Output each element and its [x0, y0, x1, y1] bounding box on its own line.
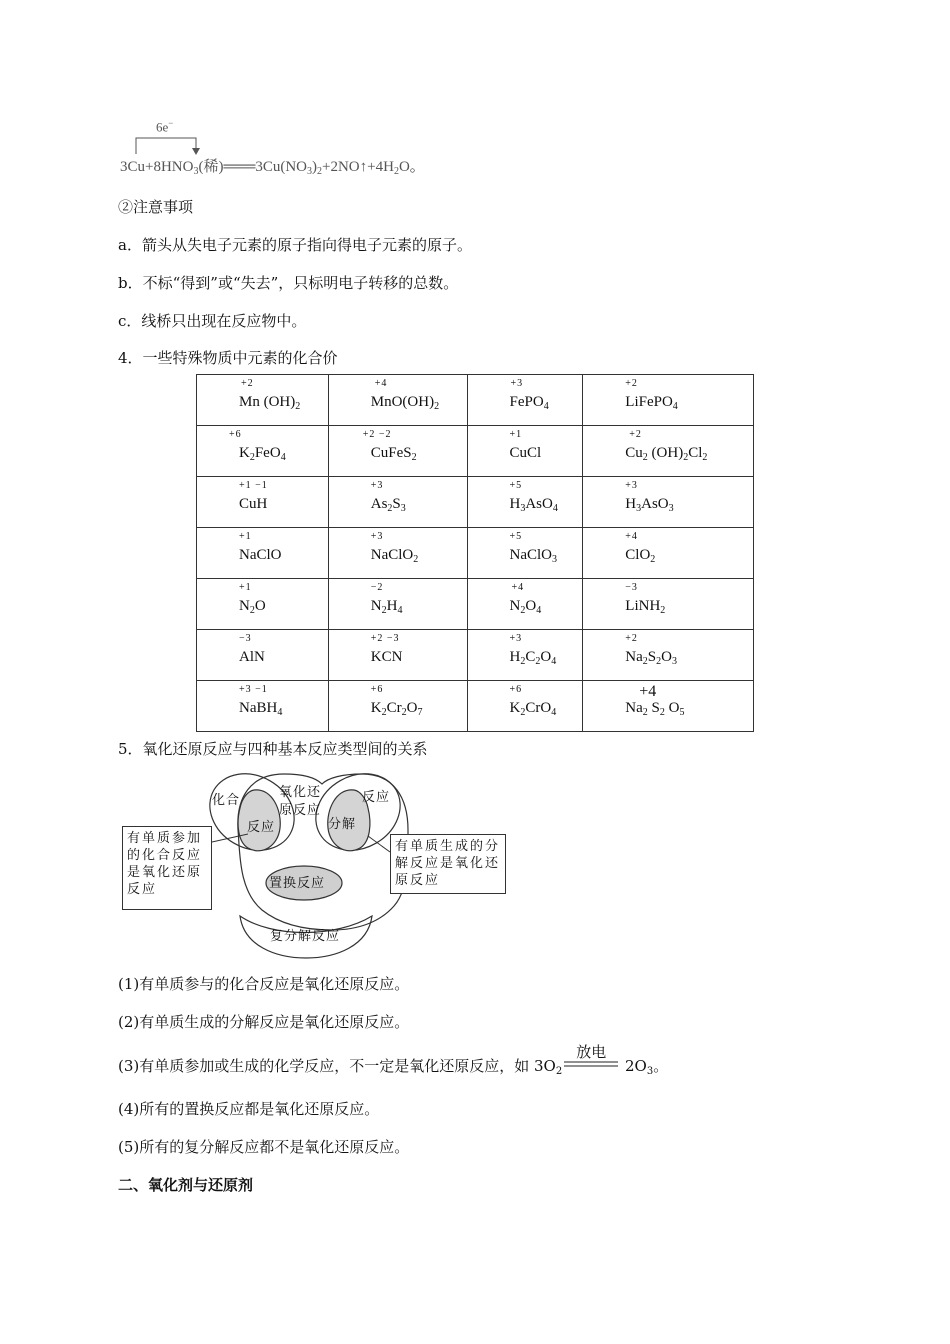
- point-3: (3)有单质参加或生成的化学反应，不一定是氧化还原反应，如 $3O_2$ 放电 $2O_3$。: [118, 1043, 669, 1077]
- oxidation-state: +4: [639, 683, 657, 700]
- equation-text: $3Cu+8HNO_3$(稀)$═══3Cu(NO_3)_2+2NO↑+4H_2O$。: [120, 159, 425, 177]
- oxidation-state: +3: [509, 633, 523, 644]
- table-cell: [583, 579, 754, 630]
- table-cell: [328, 579, 467, 630]
- oxidation-state: +2 −3: [370, 633, 400, 644]
- oxidation-state: +4: [511, 582, 525, 593]
- formula: LiFePO$_4$: [625, 394, 678, 412]
- oxidation-state: +3: [625, 480, 638, 491]
- table-cell: [328, 528, 467, 579]
- section-5-heading: 5．氧化还原反应与四种基本反应类型间的关系: [118, 740, 428, 758]
- point-1: (1)有单质参与的化合反应是氧化还原反应。: [118, 975, 410, 993]
- oxidation-state-table: [196, 374, 754, 732]
- table-row: [197, 375, 754, 426]
- electron-count-label: 6e−: [156, 118, 174, 135]
- formula: $N_2H_4$: [370, 598, 403, 616]
- label-combination-reaction: 反应: [247, 820, 276, 835]
- oxidation-state: +1 −1: [239, 480, 268, 491]
- table-cell: [197, 528, 329, 579]
- oxidation-state: +6: [229, 429, 242, 440]
- oxidation-state: +2: [625, 633, 638, 644]
- formula: $Na_2S_2O_3$: [625, 649, 677, 667]
- oxidation-state: +1: [239, 582, 252, 593]
- oxidation-state: +5: [509, 480, 523, 491]
- formula: $K_2FeO_4$: [239, 445, 286, 463]
- formula: CuH: [239, 496, 268, 512]
- formula: CuCl: [509, 445, 542, 461]
- table-cell: [583, 477, 754, 528]
- section-2-heading: 二、氧化剂与还原剂: [118, 1176, 254, 1194]
- section-4-heading: 4．一些特殊物质中元素的化合价: [118, 349, 338, 367]
- oxidation-state: −3: [239, 633, 252, 644]
- right-note-box: 有单质生成的分解反应是氧化还原反应: [390, 834, 506, 894]
- oxidation-state: +2: [241, 378, 254, 389]
- table-cell: [197, 579, 329, 630]
- oxidation-state: +1: [509, 429, 523, 440]
- formula: $K_2Cr_2O_7$: [370, 700, 423, 718]
- note-b: b．不标“得到”或“失去”，只标明电子转移的总数。: [118, 274, 459, 292]
- formula: Mn $(OH)_2$: [239, 394, 301, 412]
- table-cell: [197, 375, 329, 426]
- point-5: (5)所有的复分解反应都不是氧化还原反应。: [118, 1138, 410, 1156]
- oxidation-state: +1: [239, 531, 252, 542]
- table-row: [197, 630, 754, 681]
- table-cell: [467, 426, 583, 477]
- oxidation-state: +4: [374, 378, 388, 389]
- point-4: (4)所有的置换反应都是氧化还原反应。: [118, 1100, 380, 1118]
- table-cell: [328, 630, 467, 681]
- formula: NaClO$_2$: [370, 547, 419, 565]
- table-cell: [328, 681, 467, 732]
- label-redox-2: 原反应: [279, 803, 322, 818]
- formula: $MnO(OH)_2$: [370, 394, 440, 412]
- formula: $Cu_2$ $(OH)_2Cl_2$: [625, 445, 708, 463]
- formula: $H_2C_2O_4$: [509, 649, 557, 667]
- table-row: [197, 528, 754, 579]
- oxidation-state: +2: [629, 429, 642, 440]
- oxidation-state: +3: [370, 480, 384, 491]
- table-cell: [328, 375, 467, 426]
- oxidation-state: +3 −1: [239, 684, 268, 695]
- discharge-equals: 放电: [562, 1056, 620, 1076]
- formula: AlN: [239, 649, 265, 665]
- table-cell: [467, 630, 583, 681]
- electron-bridge-arrow: [118, 118, 238, 158]
- label-decomposition-reaction: 反应: [362, 790, 391, 805]
- left-note-box: 有单质参加的化合反应是氧化还原反应: [122, 826, 212, 910]
- table-row: [197, 426, 754, 477]
- formula: $As_2S_3$: [370, 496, 406, 514]
- table-cell: [197, 426, 329, 477]
- oxidation-state: −2: [370, 582, 384, 593]
- table-cell: [197, 630, 329, 681]
- formula: $Na_2$ $S_2$ $O_5$: [625, 700, 685, 718]
- formula: ClO$_2$: [625, 547, 656, 565]
- table-cell: [583, 681, 754, 732]
- table-cell: [583, 426, 754, 477]
- electron-transfer-equation: [118, 118, 678, 178]
- formula: $N_2O$: [239, 598, 266, 616]
- label-redox-1: 氧化还: [279, 785, 322, 800]
- table-cell: [583, 528, 754, 579]
- table-row: [197, 477, 754, 528]
- formula: NaClO$_3$: [509, 547, 557, 565]
- table-cell: [467, 579, 583, 630]
- oxidation-state: +6: [509, 684, 523, 695]
- note-c: c．线桥只出现在反应物中。: [118, 312, 307, 330]
- oxidation-state: +3: [510, 378, 524, 389]
- oxidation-state: +4: [625, 531, 638, 542]
- formula: $H_3AsO_4$: [509, 496, 558, 514]
- oxidation-state: +5: [509, 531, 523, 542]
- formula: LiNH$_2$: [625, 598, 666, 616]
- formula: $N_2O_4$: [509, 598, 542, 616]
- label-double-decomposition: 复分解反应: [270, 929, 341, 944]
- table-cell: [328, 426, 467, 477]
- table-cell: [583, 375, 754, 426]
- oxidation-state: −3: [625, 582, 638, 593]
- label-displacement: 置换反应: [269, 876, 326, 891]
- label-combination: 化合: [212, 793, 241, 808]
- notes-heading: ②注意事项: [118, 198, 194, 216]
- formula: $H_3AsO_3$: [625, 496, 674, 514]
- oxidation-state: +6: [370, 684, 384, 695]
- table-cell: [467, 528, 583, 579]
- formula: NaBH$_4$: [239, 700, 283, 718]
- formula: $K_2CrO_4$: [509, 700, 557, 718]
- formula: FePO$_4$: [509, 394, 549, 412]
- note-a: a．箭头从失电子元素的原子指向得电子元素的原子。: [118, 236, 472, 254]
- point-2: (2)有单质生成的分解反应是氧化还原反应。: [118, 1013, 410, 1031]
- table-cell: [467, 681, 583, 732]
- table-row: [197, 681, 754, 732]
- table-cell: [197, 681, 329, 732]
- table-row: [197, 579, 754, 630]
- table-cell: [467, 477, 583, 528]
- formula: KCN: [370, 649, 403, 665]
- reaction-type-venn-diagram: [122, 770, 510, 962]
- label-decomposition: 分解: [328, 817, 357, 832]
- table-cell: [197, 477, 329, 528]
- table-cell: [467, 375, 583, 426]
- oxidation-state: +2 −2: [362, 429, 392, 440]
- formula: CuFeS$_2$: [370, 445, 417, 463]
- oxidation-state: +3: [370, 531, 384, 542]
- oxidation-state: +2: [625, 378, 638, 389]
- formula: NaClO: [239, 547, 282, 563]
- table-cell: [328, 477, 467, 528]
- table-cell: [583, 630, 754, 681]
